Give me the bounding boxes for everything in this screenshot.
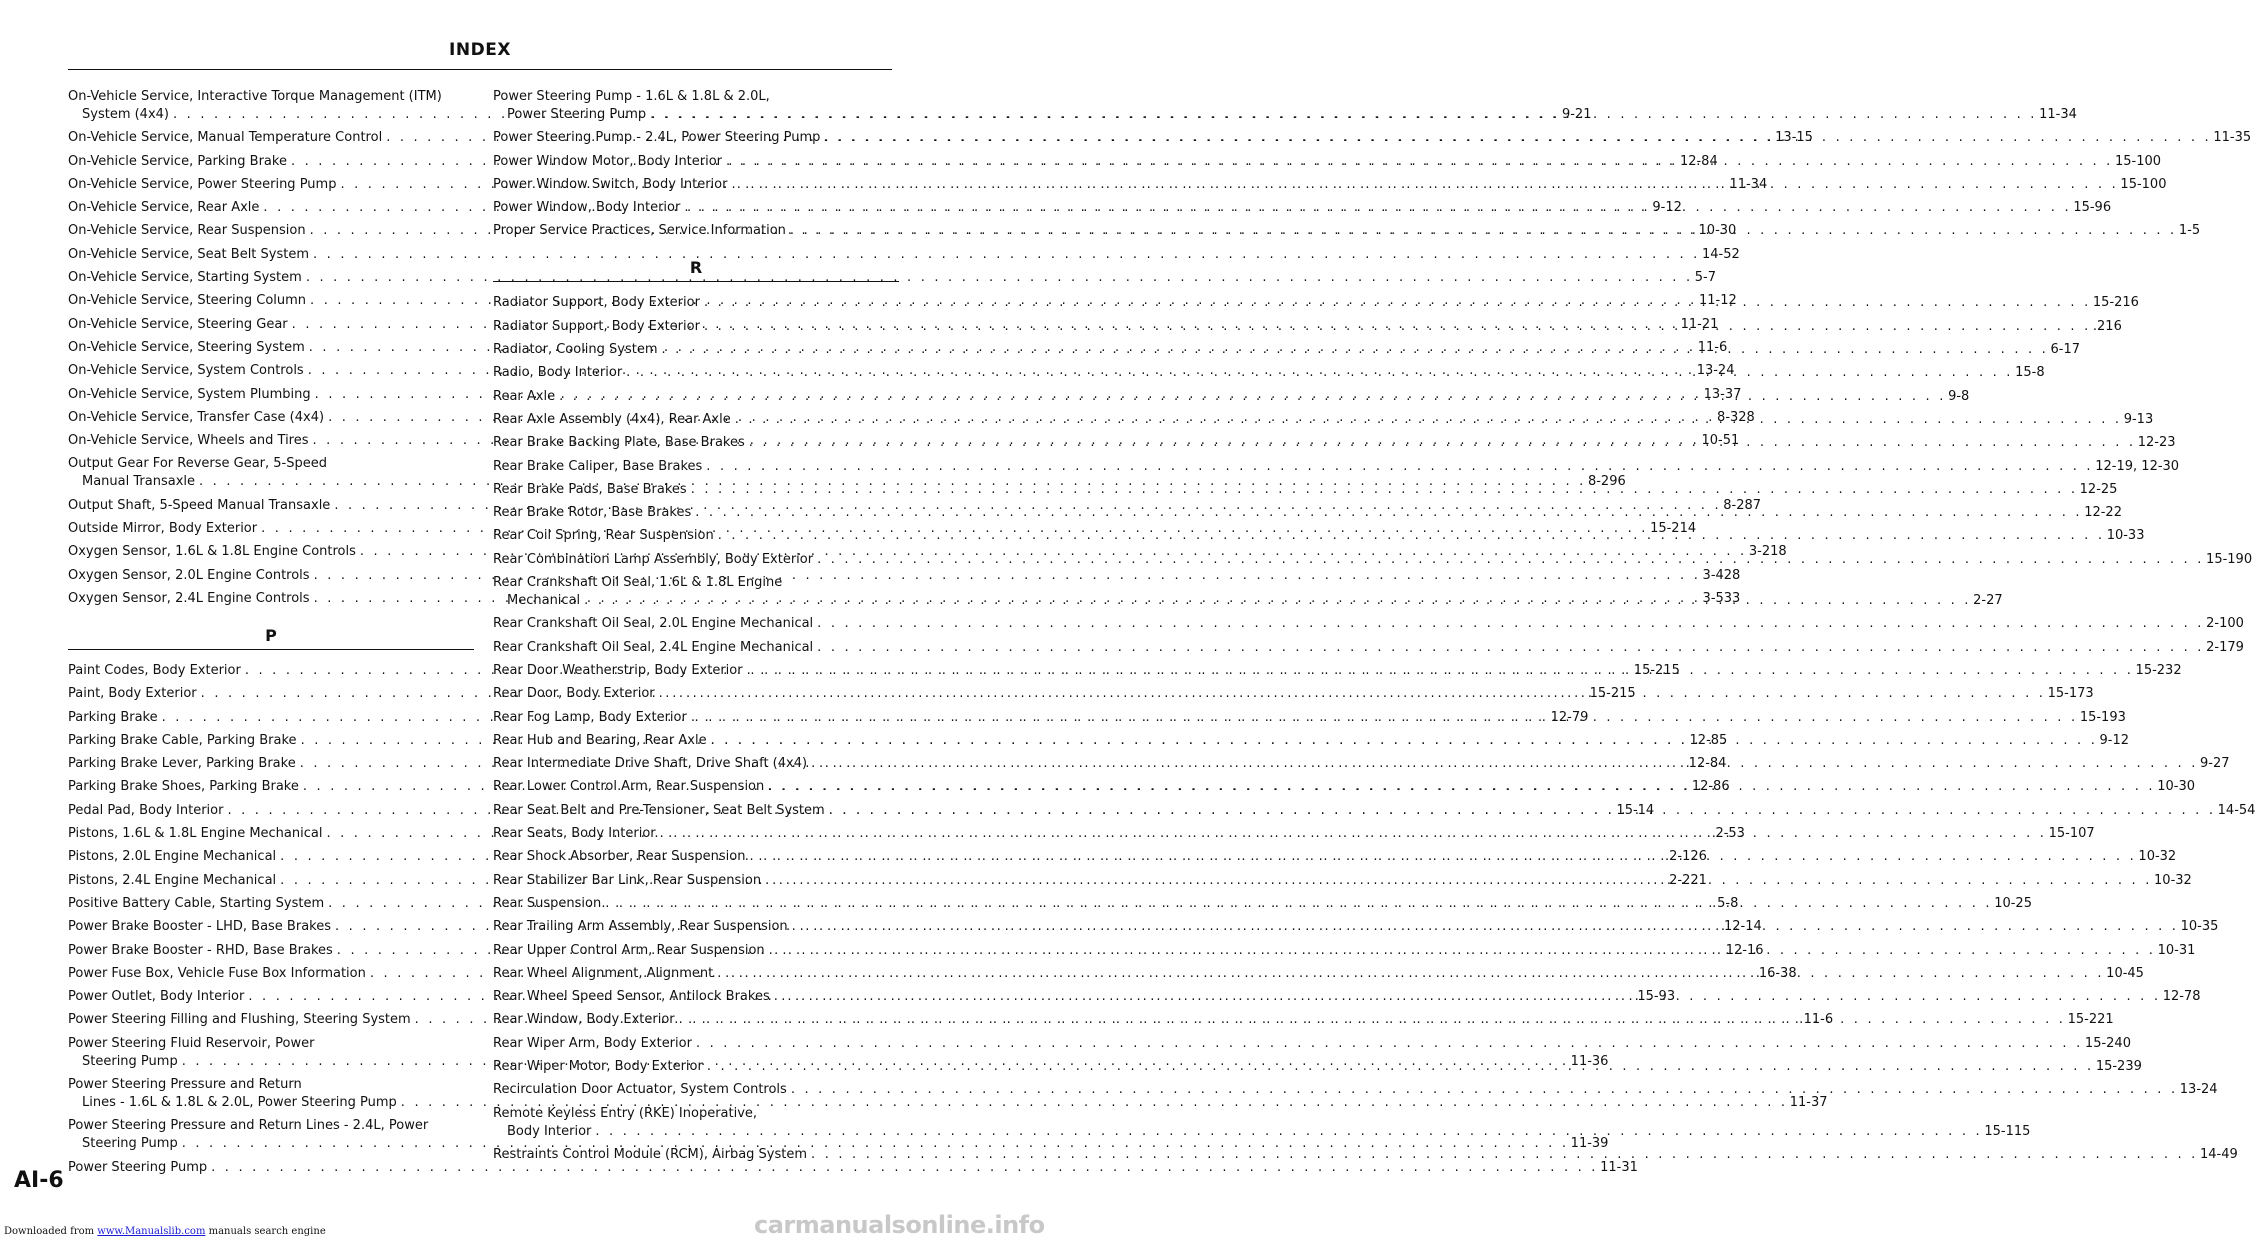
index-entry-text: Power Steering Filling and Flushing, Steering System: [68, 1012, 411, 1028]
index-entry-page: 14-54: [2217, 802, 2255, 818]
index-entry: [493, 1035, 2131, 1053]
index-entry-text: On-Vehicle Service, Starting System: [68, 270, 302, 286]
dot-leader: [735, 411, 2122, 429]
index-entry-text: Rear Door Weatherstrip, Body Exterior: [493, 662, 743, 678]
index-entry-text: Rear Hub and Bearing, Rear Axle: [493, 732, 707, 748]
index-entry-page: 11-31: [1600, 1159, 1638, 1175]
index-entry-page: 9-8: [1948, 388, 1970, 404]
index-entry-page: 11-6: [1697, 339, 1728, 355]
index-entry-page: 15-215: [1633, 662, 1680, 678]
dot-leader: [817, 615, 2204, 633]
index-entry-text: Rear Intermediate Drive Shaft, Drive Shaft (4x4): [493, 756, 808, 772]
download-prefix: Downloaded from: [4, 1226, 95, 1237]
dot-leader: [706, 458, 2093, 476]
index-entry-page: 3-428: [1702, 567, 1741, 583]
index-entry: [493, 1146, 2238, 1164]
index-entry-text: Rear Upper Control Arm, Rear Suspension: [493, 942, 765, 958]
index-entry-page: 13-37: [1703, 386, 1742, 402]
index-entry: [493, 458, 2180, 476]
index-entry-text: On-Vehicle Service, Wheels and Tires: [68, 433, 309, 449]
index-entry-page: 15-221: [2067, 1012, 2114, 1028]
index-entry-text: Parking Brake: [68, 709, 158, 725]
index-entry-page: 12-84: [1688, 756, 1727, 772]
dot-leader: [717, 965, 2104, 983]
index-entry-page: 2-27: [1973, 593, 2003, 609]
index-entry-page: 8-287: [1723, 497, 1762, 513]
index-entry-page: 10-30: [2157, 779, 2195, 795]
index-entry-text: Pistons, 2.0L Engine Mechanical: [68, 849, 277, 865]
index-entry-page: 10-33: [2106, 528, 2145, 544]
dot-leader: [817, 639, 2204, 657]
index-entry-text: Rear Seat Belt and Pre-Tensioner, Seat Belt System: [493, 802, 825, 818]
index-entry-page: 8-296: [1587, 474, 1626, 490]
index-entry-text: Radiator Support, Body Exterior: [493, 295, 700, 311]
index-entry-page: 14-49: [2200, 1146, 2238, 1162]
index-entry-text: Oxygen Sensor, 1.6L & 1.8L Engine Controls: [68, 544, 356, 560]
index-entry-text: Restraints Control Module (RCM), Airbag System: [493, 1146, 808, 1162]
index-entry-page: 10-31: [2157, 942, 2196, 958]
index-entry-page: 11-12: [1699, 293, 1737, 309]
index-entry-page: 15-8: [2015, 365, 2045, 381]
dot-leader: [684, 199, 2071, 217]
dot-leader: [626, 364, 2013, 382]
index-entry-text: System (4x4): [82, 107, 169, 122]
index-entry-page: 11-21: [1680, 316, 1719, 332]
index-entry-text: Rear Axle: [493, 388, 556, 404]
index-entry: [68, 246, 1740, 264]
index-entry-text: Rear Stabilizer Bar Link, Rear Suspension: [493, 872, 762, 888]
index-entry-text: Body Interior: [507, 1123, 592, 1139]
index-entry-text: Rear Axle Assembly (4x4), Rear Axle: [493, 411, 731, 427]
index-entry-page: 12-19, 12-30: [2095, 458, 2180, 474]
index-entry-text: On-Vehicle Service, Parking Brake: [68, 153, 287, 169]
index-entry-text: Power Fuse Box, Vehicle Fuse Box Information: [68, 965, 366, 981]
index-entry-page: 9-27: [2200, 756, 2230, 772]
dot-leader: [731, 176, 2118, 194]
index-entry-text: On-Vehicle Service, System Plumbing: [68, 386, 311, 402]
index-entry-text: Mechanical: [507, 593, 581, 609]
index-entry-page: 12-22: [2084, 505, 2122, 521]
dot-leader: [792, 918, 2179, 936]
index-entry-page: 10-51: [1701, 433, 1740, 449]
index-entry-text: Paint, Body Exterior: [68, 686, 197, 702]
dot-leader: [711, 732, 2098, 750]
index-entry-text: Radio, Body Interior: [493, 365, 623, 381]
index-entry-page: 13-24: [1696, 363, 1735, 379]
index-entry-page: 15-100: [2120, 176, 2167, 192]
index-entry-text: Oxygen Sensor, 2.4L Engine Controls: [68, 590, 310, 606]
dot-leader: [650, 106, 2037, 124]
dot-leader: [829, 802, 2216, 820]
index-entry-page: 8-328: [1717, 409, 1755, 425]
section-heading-p: P: [265, 625, 277, 645]
dot-leader: [817, 551, 2204, 569]
index-entry-page: 13-15: [1775, 130, 1813, 146]
index-entry-page: 15-190: [2206, 551, 2253, 567]
index-entry-page: 2-100: [2206, 616, 2244, 632]
dot-leader: [584, 592, 1971, 610]
index-entry-text: Steering Pump: [82, 1136, 178, 1152]
index-entry-text: Power Steering Pump: [507, 107, 647, 122]
dot-leader: [811, 1146, 2198, 1164]
index-entry-page: 12-85: [1689, 732, 1728, 748]
index-entry-text: On-Vehicle Service, System Controls: [68, 363, 304, 379]
footer-page-number: AI-6: [14, 1168, 64, 1193]
index-entry-text: Rear Combination Lamp Assembly, Body Exterior: [493, 551, 814, 567]
index-entry-text: Rear Brake Rotor, Base Brakes: [493, 505, 692, 521]
dot-leader: [691, 481, 2078, 499]
index-entry-page: 15-115: [1984, 1123, 2031, 1139]
index-entry-page: 5-7: [1694, 270, 1717, 286]
index-entry-page: 16-38: [1758, 965, 1797, 981]
dot-leader: [791, 1081, 2178, 1099]
dot-leader: [696, 1035, 2083, 1053]
index-entry-text: Rear Brake Backing Plate, Base Brakes: [493, 435, 745, 451]
index-entry-text: Pistons, 2.4L Engine Mechanical: [68, 872, 277, 888]
index-entry-text: On-Vehicle Service, Manual Temperature Control: [68, 130, 383, 146]
index-entry-page: 2-126: [1669, 849, 1707, 865]
dot-leader: [707, 1058, 2094, 1076]
dot-leader: [695, 504, 2082, 522]
index-entry-page: 11-39: [1570, 1136, 1609, 1152]
index-entry-page: 10-30: [1698, 223, 1737, 239]
dot-leader: [824, 129, 2211, 147]
download-suffix: manuals search engine: [208, 1226, 326, 1237]
index-entry-text: Pedal Pad, Body Interior: [68, 802, 224, 818]
index-entry-text: On-Vehicle Service, Interactive Torque Management (ITM): [68, 89, 442, 104]
index-entry-page: 9-21: [1561, 107, 1592, 122]
index-entry-text: On-Vehicle Service, Seat Belt System: [68, 246, 310, 262]
index-entry-text: Power Window, Body Interior: [493, 200, 681, 216]
index-entry-text: Proper Service Practices, Service Information: [493, 223, 786, 239]
index-entry-page: 15-100: [2115, 153, 2162, 169]
index-entry-page: 2-179: [2206, 639, 2244, 655]
index-entry-text: Power Brake Booster - RHD, Base Brakes: [68, 942, 333, 958]
dot-leader: [726, 153, 2113, 171]
index-entry-text: Output Shaft, 5-Speed Manual Transaxle: [68, 497, 331, 513]
index-entry-text: On-Vehicle Service, Steering Gear: [68, 316, 288, 332]
index-entry-page: 3-218: [1748, 544, 1787, 560]
dot-leader: [691, 709, 2078, 727]
index-entry-text: Oxygen Sensor, 2.0L Engine Controls: [68, 567, 310, 583]
index-entry-page: 12-86: [1691, 779, 1730, 795]
index-entry-page: 12-79: [1550, 709, 1589, 725]
index-entry-page: 15-173: [2047, 686, 2094, 702]
index-entry-text: Parking Brake Cable, Parking Brake: [68, 732, 297, 748]
dot-leader: [679, 1011, 2066, 1029]
index-entry-page: 11-36: [1570, 1053, 1609, 1069]
index-entry-text: Rear Door, Body Exterior: [493, 686, 655, 702]
index-entry-page: 9-12: [1652, 200, 1682, 216]
section-heading-r: R: [689, 258, 703, 278]
index-entry-page: 11-6: [1803, 1012, 1834, 1028]
index-entry-text: Rear Crankshaft Oil Seal, 2.0L Engine Mechanical: [493, 616, 814, 632]
index-entry-page: 15-14: [1616, 802, 1655, 818]
index-entry-text: On-Vehicle Service, Power Steering Pump: [68, 176, 337, 192]
index-entry: [493, 1105, 2031, 1141]
index-entry-text: Power Steering Pump - 1.6L & 1.8L & 2.0L,: [493, 89, 770, 104]
index-entry-page: 1-5: [2178, 223, 2201, 239]
index-entry-text: Power Steering Fluid Reservoir, Power: [68, 1035, 315, 1051]
index-entry-text: Recirculation Door Actuator, System Controls: [493, 1082, 787, 1098]
index-entry-page: 10-45: [2106, 965, 2144, 981]
index-entry-page: 11-35: [2213, 130, 2252, 146]
index-entry-text: Paint Codes, Body Exterior: [68, 662, 241, 678]
index-entry-page: 15-239: [2095, 1058, 2142, 1074]
index-entry-text: Rear Brake Pads, Base Brakes: [493, 481, 687, 497]
index-entry-page: 6-17: [2050, 342, 2080, 358]
index-entry-text: Outside Mirror, Body Exterior: [68, 521, 258, 537]
index-entry: [493, 615, 2244, 633]
index-entry: [68, 269, 1717, 287]
index-entry-text: Remote Keyless Entry (RKE) Inoperative,: [493, 1105, 758, 1121]
index-entry-page: 9-12: [2099, 732, 2130, 748]
index-entry-text: Manual Transaxle: [82, 474, 195, 490]
index-entry-text: Rear Shock Absorber, Rear Suspension: [493, 849, 746, 865]
dot-leader: [747, 662, 2134, 680]
index-entry-text: Power Steering Pump: [68, 1159, 208, 1175]
index-entry-page: 12-78: [2162, 989, 2201, 1005]
index-entry-text: Power Steering Pressure and Return: [68, 1076, 302, 1092]
index-entry-text: Power Steering Pressure and Return Lines - 2.4L, Power: [68, 1118, 429, 1134]
index-entry-text: Rear Coil Spring, Rear Suspension: [493, 528, 714, 544]
index-entry-text: On-Vehicle Service, Steering Column: [68, 293, 307, 309]
index-entry-page: 11-37: [1789, 1094, 1828, 1110]
dot-leader: [718, 527, 2105, 545]
manualslib-link[interactable]: www.Manualslib.com: [97, 1226, 206, 1237]
index-entry-page: 12-25: [2079, 481, 2118, 497]
index-entry-page: 15-107: [2048, 826, 2095, 842]
index-entry-text: Lines - 1.6L & 1.8L & 2.0L, Power Steering Pump: [82, 1094, 397, 1110]
index-entry-page: 10-35: [2180, 919, 2219, 935]
dot-leader: [559, 388, 1946, 406]
index-entry-page: 12-84: [1679, 153, 1718, 169]
index-entry-page: 10-25: [1994, 895, 2032, 911]
index-entry-text: On-Vehicle Service, Steering System: [68, 339, 305, 355]
index-entry-page: 15-214: [1650, 521, 1697, 537]
index-entry-page: 15-93: [1637, 989, 1676, 1005]
index-entry-text: Power Window Motor, Body Interior: [493, 153, 723, 169]
dot-leader: [765, 872, 2152, 890]
index-entry-text: Rear Wiper Motor, Body Exterior: [493, 1058, 703, 1074]
dot-leader: [659, 685, 2046, 703]
index-entry-text: On-Vehicle Service, Rear Suspension: [68, 223, 306, 239]
index-entry-page: 15-232: [2135, 662, 2182, 678]
index-entry-page: 11-34: [2039, 107, 2077, 122]
index-entry-page: 12-14: [1723, 919, 1762, 935]
dot-leader: [704, 294, 2091, 312]
index-entry-page: 15-96: [2073, 200, 2112, 216]
dot-leader: [749, 848, 2136, 866]
index-entry-text: Rear Crankshaft Oil Seal, 2.4L Engine Mechanical: [493, 639, 814, 655]
index-entry-text: Power Outlet, Body Interior: [68, 989, 245, 1005]
index-entry-text: Radiator Support, Body Exterior: [493, 318, 700, 334]
index-entry-text: Power Steering Pump - 2.4L, Power Steering Pump: [493, 130, 821, 146]
download-notice: [4, 1226, 326, 1237]
header-rule: [68, 69, 892, 70]
index-entry-page: 5-8: [1717, 895, 1739, 911]
index-entry-text: Rear Suspension: [493, 895, 602, 911]
index-entry-page: 13-24: [2179, 1082, 2218, 1098]
index-entry-page: 12-16: [1725, 942, 1764, 958]
index-entry-page: .216: [2092, 318, 2122, 334]
index-entry-page: 3-533: [1702, 590, 1741, 606]
index-entry-text: Parking Brake Shoes, Parking Brake: [68, 779, 299, 795]
index-entry-text: Power Brake Booster - LHD, Base Brakes: [68, 919, 332, 935]
index-entry-text: Power Window Switch, Body Interior: [493, 176, 728, 192]
index-entry-text: Steering Pump: [82, 1053, 178, 1069]
index-entry-page: 12-23: [2137, 435, 2176, 451]
section-rule-r: [493, 281, 899, 282]
index-entry-text: On-Vehicle Service, Rear Axle: [68, 200, 260, 216]
dot-leader: [749, 434, 2136, 452]
index-entry-page: 9-13: [2123, 411, 2154, 427]
dot-leader: [605, 895, 1992, 913]
index-entry-text: Rear Crankshaft Oil Seal, 1.6L & 1.8L Engine: [493, 575, 783, 591]
watermark: carmanualsonline.info: [754, 1211, 1045, 1239]
page-header-title: INDEX: [449, 40, 511, 60]
index-entry: [493, 1081, 2218, 1099]
index-entry-page: 10-32: [2154, 872, 2192, 888]
index-entry-page: 15-216: [2092, 295, 2139, 311]
section-rule-p: [68, 649, 474, 650]
dot-leader: [660, 825, 2047, 843]
index-entry-text: Rear Trailing Arm Assembly, Rear Suspension: [493, 919, 788, 935]
index-entry-text: On-Vehicle Service, Transfer Case (4x4): [68, 409, 325, 425]
index-entry-page: 15-193: [2079, 709, 2126, 725]
index-entry-text: Rear Seats, Body Interior: [493, 826, 656, 842]
index-entry: [68, 1159, 1638, 1177]
dot-leader: [769, 942, 2156, 960]
dot-leader: [790, 222, 2177, 240]
index-entry-text: Positive Battery Cable, Starting System: [68, 895, 325, 911]
dot-leader: [774, 988, 2161, 1006]
dot-leader: [768, 778, 2155, 796]
dot-leader: [662, 341, 2049, 359]
index-entry-page: 2-53: [1715, 826, 1745, 842]
index-entry-text: Rear Wiper Arm, Body Exterior: [493, 1035, 692, 1051]
dot-leader: [704, 318, 2091, 336]
index-entry-page: 15-240: [2084, 1035, 2131, 1051]
index-entry-text: Rear Wheel Speed Sensor, Antilock Brakes: [493, 989, 770, 1005]
index-entry-page: 15-215: [1589, 686, 1636, 702]
index-entry-page: 14-52: [1701, 246, 1740, 262]
index-entry-text: Rear Brake Caliper, Base Brakes: [493, 458, 703, 474]
index-entry-text: Parking Brake Lever, Parking Brake: [68, 756, 296, 772]
index-entry-text: Output Gear For Reverse Gear, 5-Speed: [68, 456, 327, 472]
index-entry-text: Rear Window, Body Exterior: [493, 1012, 675, 1028]
dot-leader: [595, 1123, 1982, 1141]
dot-leader: [811, 755, 2198, 773]
index-entry-page: 11-34: [1729, 176, 1768, 192]
index-entry-text: Rear Fog Lamp, Body Exterior: [493, 709, 687, 725]
index-entry-text: Rear Lower Control Arm, Rear Suspension: [493, 779, 765, 795]
index-entry-text: Pistons, 1.6L & 1.8L Engine Mechanical: [68, 826, 323, 842]
index-entry: [493, 639, 2244, 657]
index-entry-text: Radiator, Cooling System: [493, 342, 658, 358]
index-entry-text: Rear Wheel Alignment, Alignment: [493, 965, 714, 981]
index-entry-page: 10-32: [2138, 849, 2177, 865]
index-entry-page: 2-221: [1669, 872, 1707, 888]
